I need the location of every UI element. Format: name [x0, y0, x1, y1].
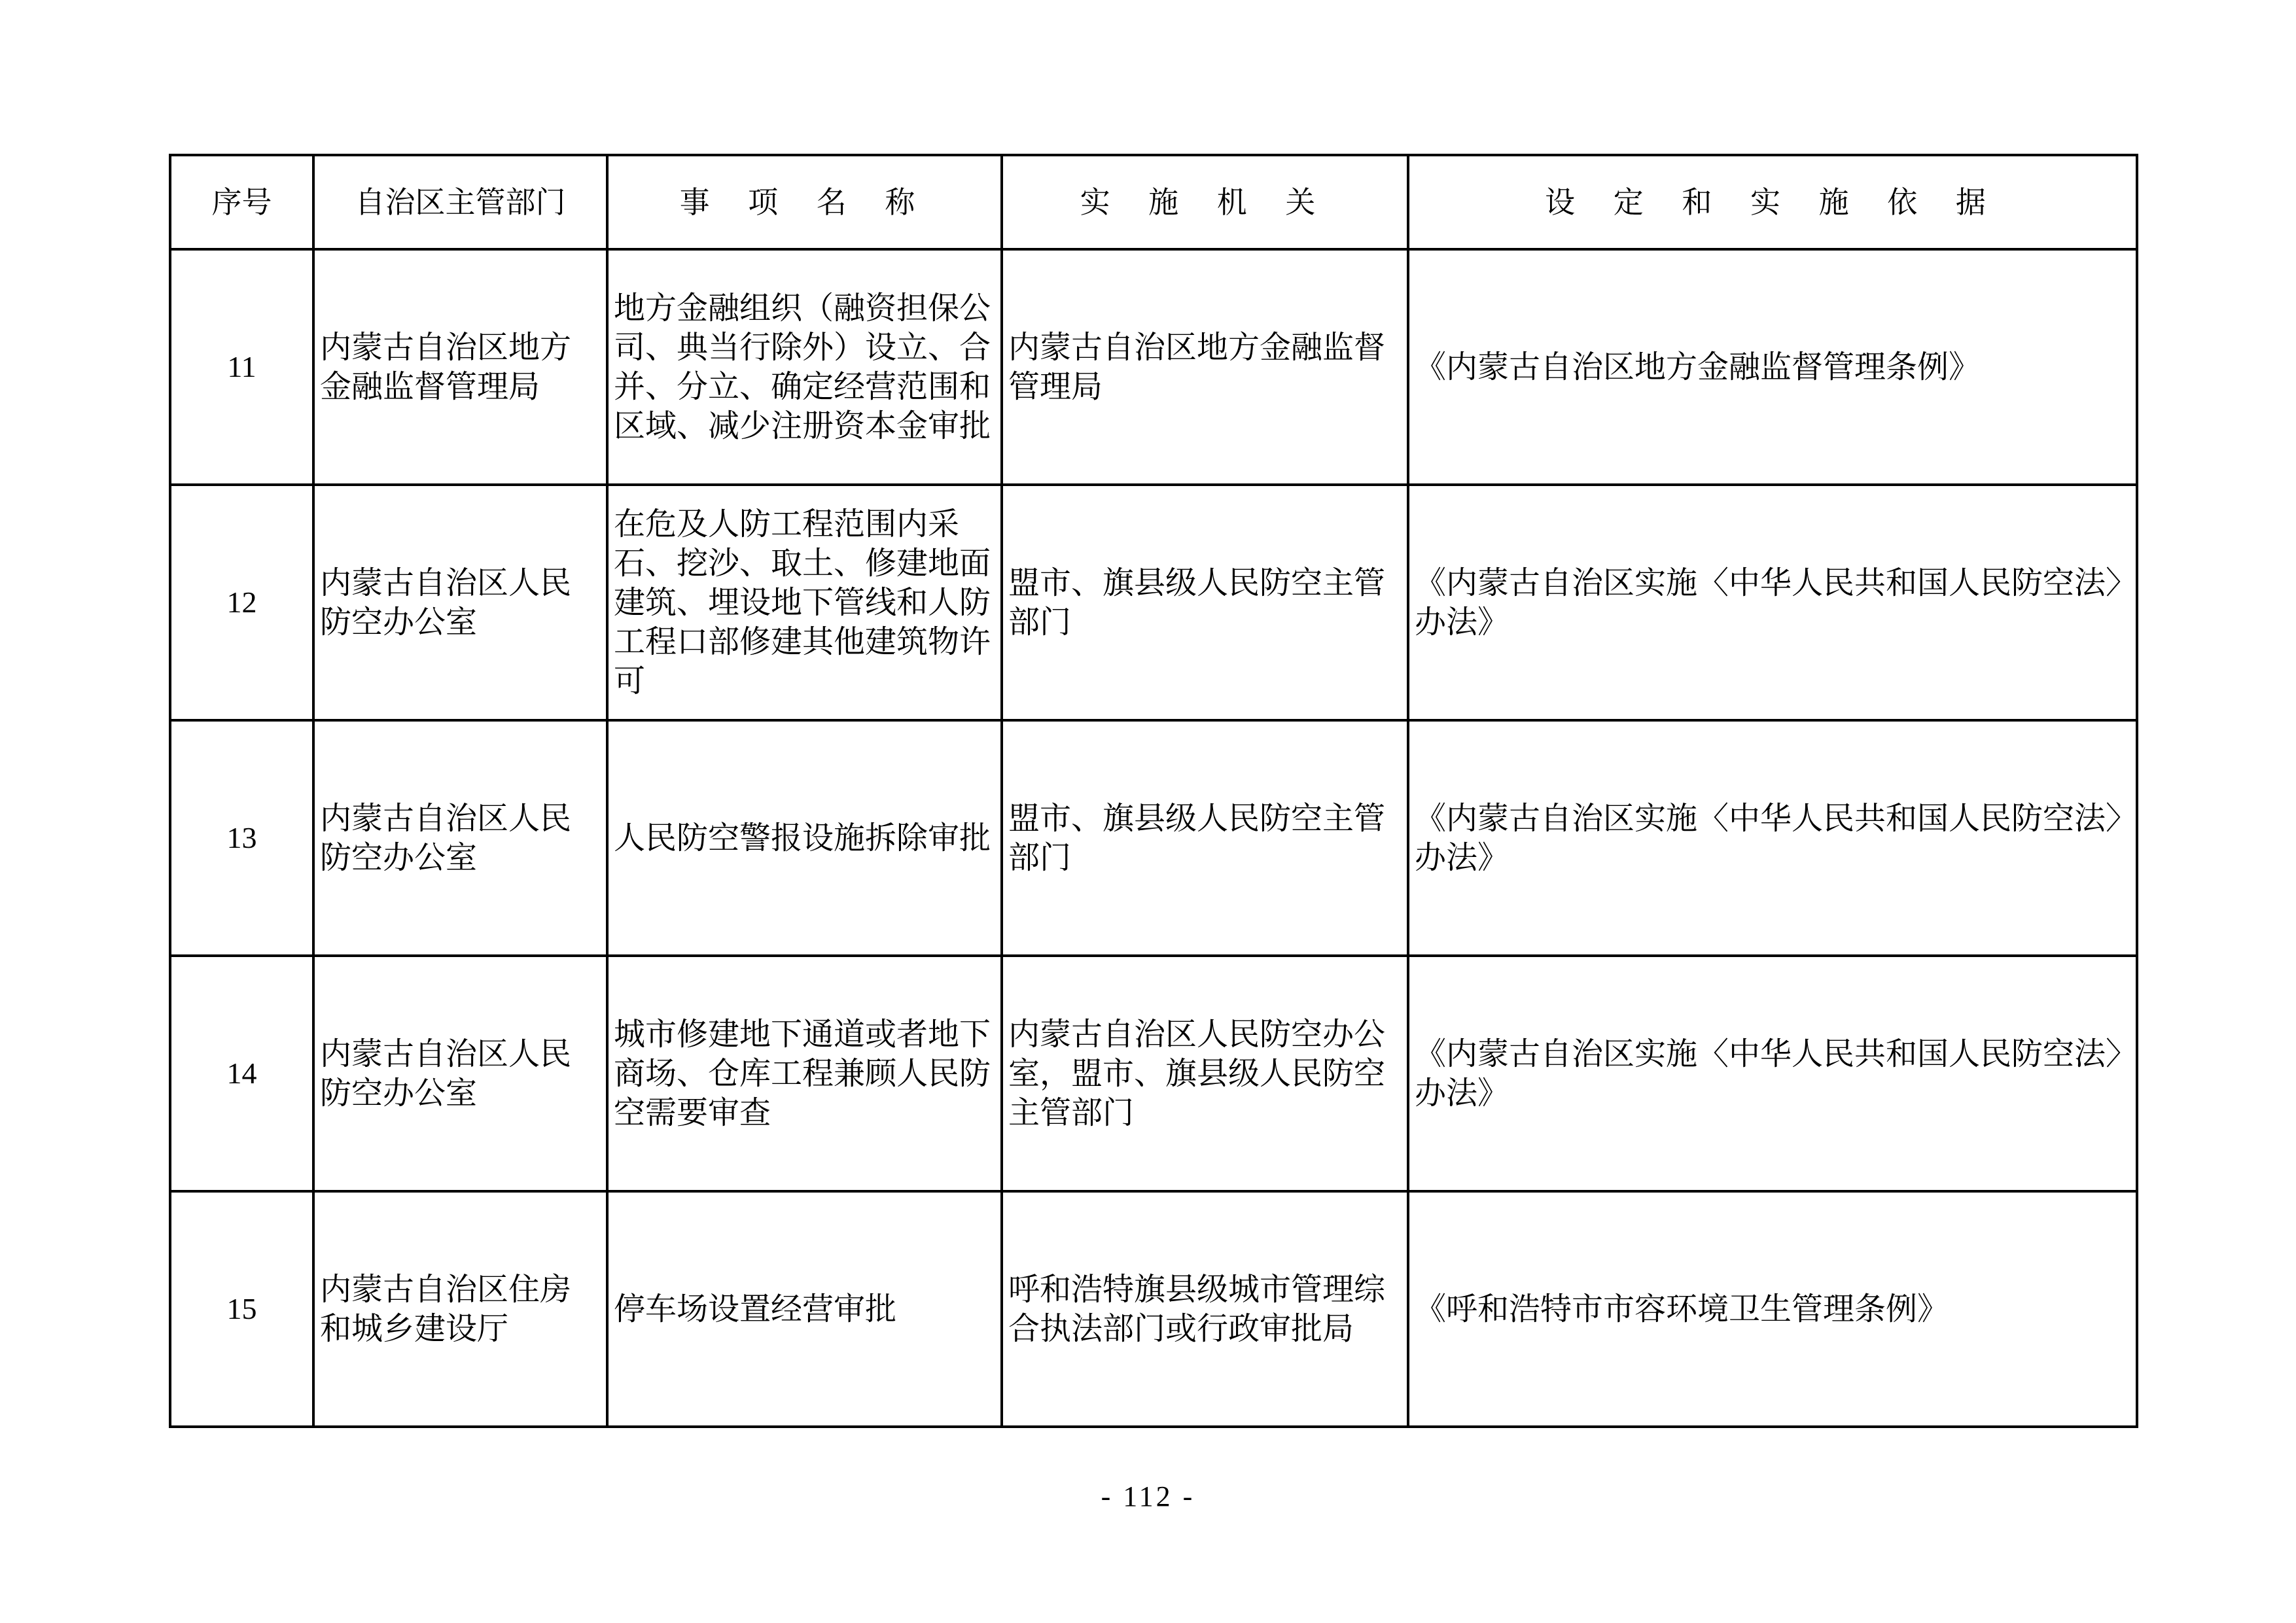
row-legal-basis: 《内蒙古自治区实施〈中华人民共和国人民防空法〉办法》 [1408, 485, 2137, 720]
page-number: - 112 - [1101, 1480, 1195, 1512]
row-seq: 14 [170, 956, 313, 1191]
row-legal-basis: 《内蒙古自治区实施〈中华人民共和国人民防空法〉办法》 [1408, 720, 2137, 956]
row-implementing-agency: 盟市、旗县级人民防空主管部门 [1002, 485, 1408, 720]
row-department: 内蒙古自治区人民防空办公室 [313, 956, 607, 1191]
row-department: 内蒙古自治区住房和城乡建设厅 [313, 1191, 607, 1427]
row-implementing-agency: 盟市、旗县级人民防空主管部门 [1002, 720, 1408, 956]
row-seq: 13 [170, 720, 313, 956]
header-department: 自治区主管部门 [313, 155, 607, 249]
row-legal-basis: 《内蒙古自治区地方金融监督管理条例》 [1408, 249, 2137, 485]
header-item-name: 事 项 名 称 [607, 155, 1002, 249]
header-implementing-agency: 实 施 机 关 [1002, 155, 1408, 249]
row-implementing-agency: 内蒙古自治区地方金融监督管理局 [1002, 249, 1408, 485]
table-row [170, 249, 2137, 485]
header-legal-basis: 设 定 和 实 施 依 据 [1408, 155, 2137, 249]
row-seq: 11 [170, 249, 313, 485]
table-row [170, 485, 2137, 720]
row-legal-basis: 《呼和浩特市市容环境卫生管理条例》 [1408, 1191, 2137, 1427]
table-row [170, 956, 2137, 1191]
row-item-name: 停车场设置经营审批 [607, 1191, 1002, 1427]
row-item-name: 人民防空警报设施拆除审批 [607, 720, 1002, 956]
row-implementing-agency: 呼和浩特旗县级城市管理综合执法部门或行政审批局 [1002, 1191, 1408, 1427]
row-item-name: 地方金融组织（融资担保公司、典当行除外）设立、合并、分立、确定经营范围和区域、减少注册资本金审批 [607, 249, 1002, 485]
row-seq: 15 [170, 1191, 313, 1427]
row-department: 内蒙古自治区地方金融监督管理局 [313, 249, 607, 485]
row-implementing-agency: 内蒙古自治区人民防空办公室，盟市、旗县级人民防空主管部门 [1002, 956, 1408, 1191]
row-item-name: 在危及人防工程范围内采石、挖沙、取土、修建地面建筑、埋设地下管线和人防工程口部修建其他建筑物许可 [607, 485, 1002, 720]
header-row [170, 155, 2137, 249]
row-department: 内蒙古自治区人民防空办公室 [313, 720, 607, 956]
header-seq: 序号 [170, 155, 313, 249]
row-department: 内蒙古自治区人民防空办公室 [313, 485, 607, 720]
row-seq: 12 [170, 485, 313, 720]
table-row [170, 720, 2137, 956]
table-row [170, 1191, 2137, 1427]
row-legal-basis: 《内蒙古自治区实施〈中华人民共和国人民防空法〉办法》 [1408, 956, 2137, 1191]
row-item-name: 城市修建地下通道或者地下商场、仓库工程兼顾人民防空需要审查 [607, 956, 1002, 1191]
items-table [169, 154, 2138, 1428]
